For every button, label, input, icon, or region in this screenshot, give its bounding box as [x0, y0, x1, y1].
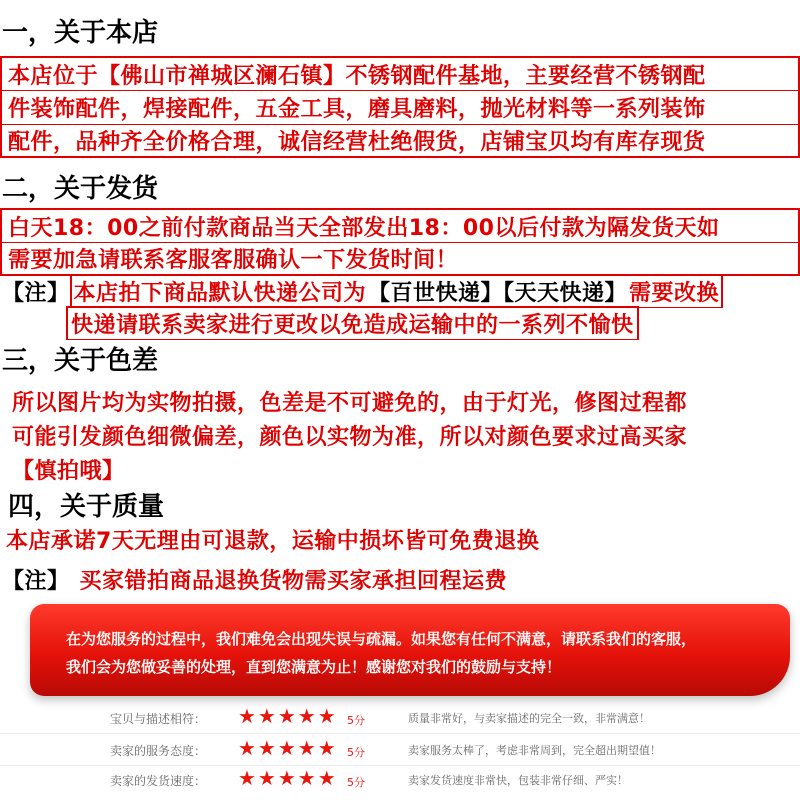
color-line-3: 【慎拍哦】	[12, 458, 125, 484]
store-info-line-1: 本店位于【佛山市禅城区澜石镇】不锈钢配件基地，主要经营不锈钢配	[0, 56, 800, 90]
rating-label: 宝贝与描述相符：	[110, 712, 207, 726]
section-title-color-difference: 三，关于色差	[2, 345, 159, 376]
section-title-quality: 四，关于质量	[8, 491, 165, 522]
rating-comment: 卖家服务太棒了，考虑非常周到，完全超出期望值！	[408, 744, 661, 757]
quality-note	[2, 562, 507, 596]
note-text-a: 本店拍下商品默认快递公司为	[70, 274, 369, 308]
note-courier-names: 【百世快递】【天天快递】	[368, 274, 627, 308]
store-info-line-2: 件装饰配件，焊接配件，五金工具，磨具磨料，抛光材料等一系列装饰	[0, 90, 800, 124]
service-banner	[30, 604, 790, 696]
section-title-about-store: 一，关于本店	[2, 17, 159, 48]
rating-score: 5分	[347, 746, 365, 759]
rating-score: 5分	[347, 776, 365, 789]
five-star-icon: ★★★★★	[238, 704, 338, 728]
shipping-line-2: 需要加急请联系客服客服确认一下发货时间！	[0, 242, 800, 276]
rating-row-description	[0, 704, 800, 734]
rating-comment: 卖家发货速度非常快，包装非常仔细、严实！	[408, 774, 628, 787]
color-line-2: 可能引发颜色细微偏差，颜色以实物为准，所以对颜色要求过高买家	[12, 424, 688, 450]
shipping-line-1: 白天18：00之前付款商品当天全部发出18：00以后付款为隔发货天如	[0, 208, 800, 242]
shipping-note-line-1	[2, 274, 800, 308]
quality-line: 本店承诺7天无理由可退款，运输中损坏皆可免费退换	[6, 528, 540, 554]
banner-line-1: 在为您服务的过程中，我们难免会出现失误与疏漏。如果您有任何不满意，请联系我们的客服，	[66, 630, 697, 648]
five-star-icon: ★★★★★	[238, 766, 338, 790]
quality-note-text: 买家错拍商品退换货物需买家承担回程运费	[79, 568, 508, 594]
divider	[0, 733, 800, 734]
five-star-icon: ★★★★★	[238, 736, 338, 760]
shipping-note-line-2: 快递请联系卖家进行更改以免造成运输中的一系列不愉快	[66, 306, 639, 340]
section-title-shipping: 二，关于发货	[2, 173, 159, 204]
note-tag: 【注】	[2, 280, 70, 306]
color-line-1: 所以图片均为实物拍摄，色差是不可避免的，由于灯光，修图过程都	[12, 390, 688, 416]
rating-label: 卖家的服务态度：	[110, 744, 207, 758]
rating-row-shipping	[0, 766, 800, 796]
banner-line-2: 我们会为您做妥善的处理，直到您满意为止！感谢您对我们的鼓励与支持！	[66, 658, 562, 676]
rating-comment: 质量非常好，与卖家描述的完全一致，非常满意！	[408, 712, 650, 725]
store-info-line-3: 配件，品种齐全价格合理，诚信经营杜绝假货，店铺宝贝均有库存现货	[0, 124, 800, 158]
quality-note-tag: 【注】	[2, 568, 70, 594]
rating-score: 5分	[347, 714, 365, 727]
note-text-c: 需要改换	[627, 274, 723, 308]
rating-row-service	[0, 736, 800, 766]
rating-label: 卖家的发货速度：	[110, 774, 207, 788]
